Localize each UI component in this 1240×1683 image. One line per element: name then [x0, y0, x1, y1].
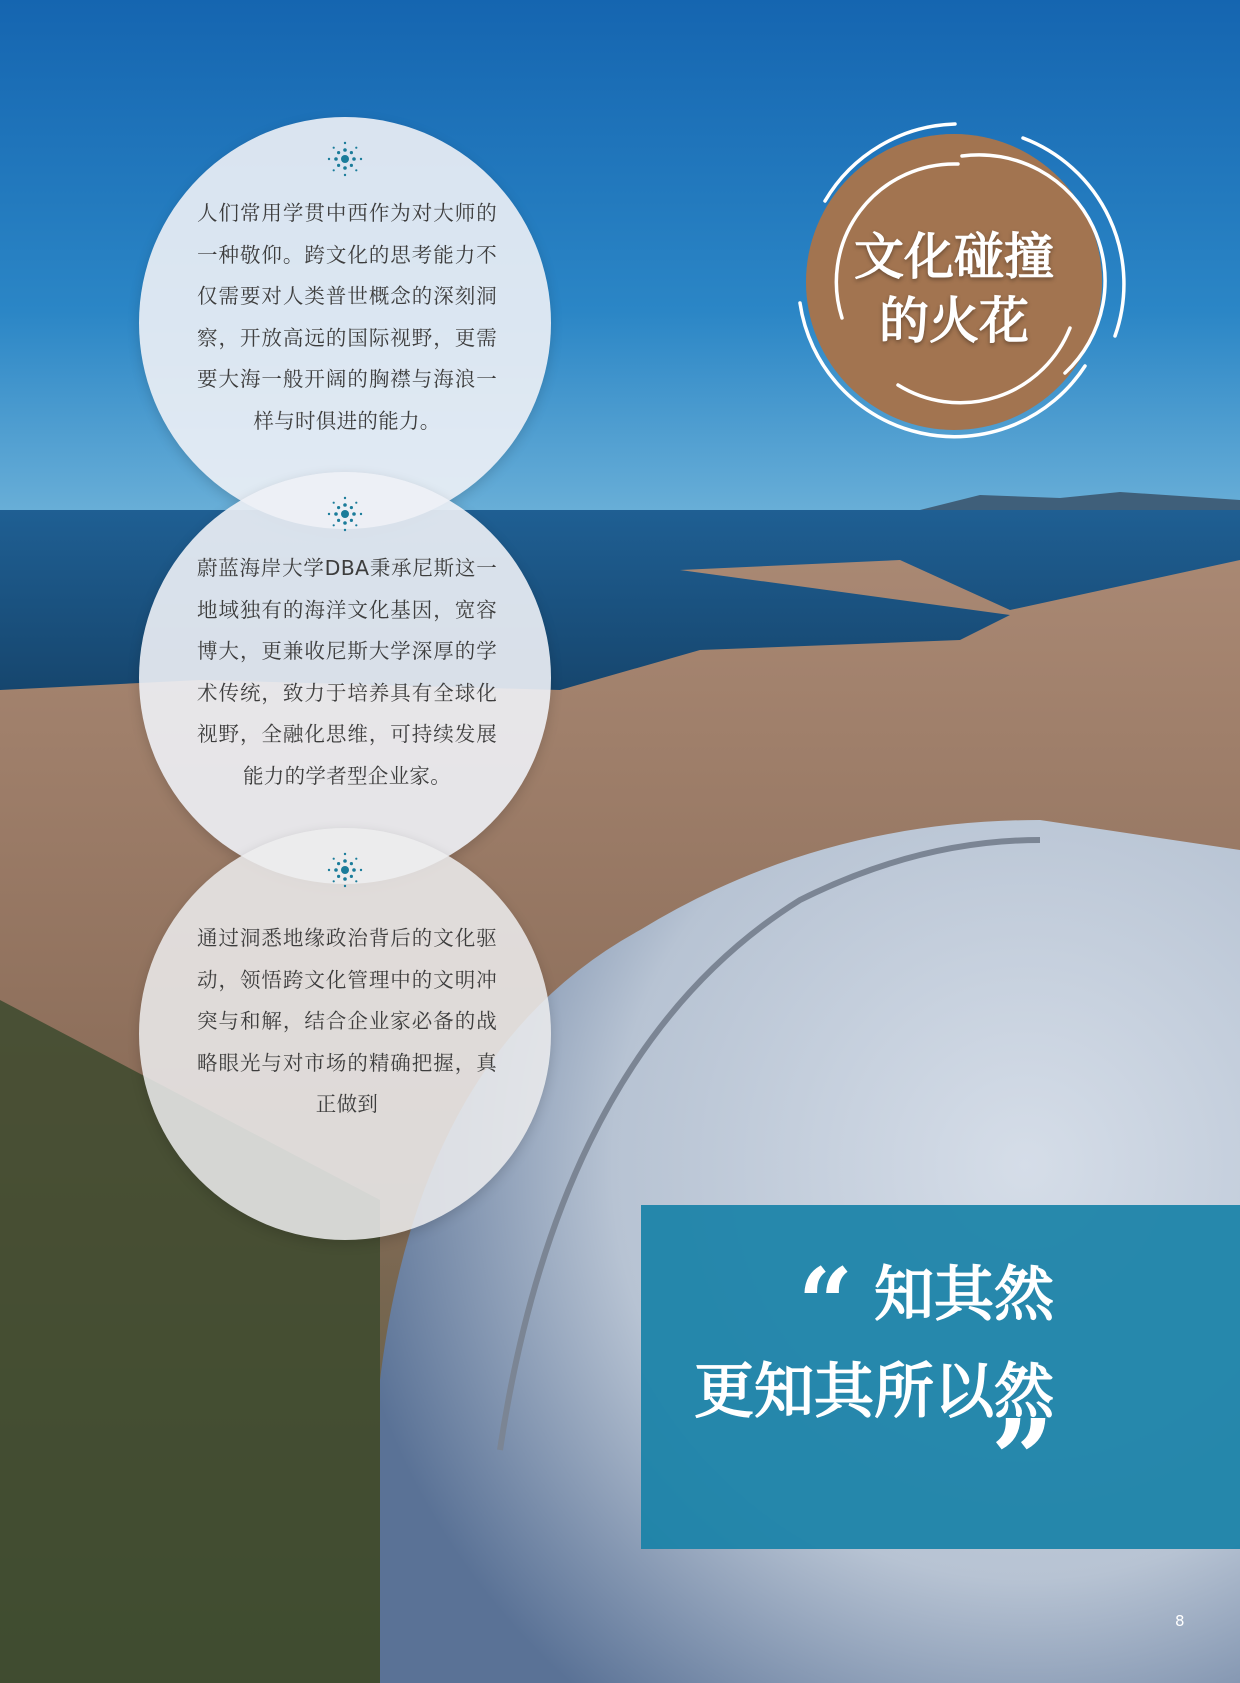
- close-quote-icon: ”: [990, 1395, 1054, 1524]
- quote-line1: 知其然: [874, 1260, 1054, 1330]
- dot-burst-icon: [325, 139, 365, 179]
- quote-line2: 更知其所以然: [694, 1357, 1054, 1427]
- bubble-text: 通过洞悉地缘政治背后的文化驱动，领悟跨文化管理中的文明冲突与和解，结合企业家必备的战略眼光与对市场的精确把握，真正做到: [197, 926, 497, 1116]
- quote-box: [641, 1205, 1240, 1549]
- text-bubble-3: [139, 828, 551, 1240]
- dot-burst-icon: [325, 494, 365, 534]
- bubble-text: 蔚蓝海岸大学DBA秉承尼斯这一地域独有的海洋文化基因，宽容博大，更兼收尼斯大学深厚的学术传统，致力于培养具有全球化视野，全融化思维，可持续发展能力的学者型企业家。: [197, 556, 497, 788]
- text-bubble-2: [139, 472, 551, 884]
- text-bubble-1: [139, 117, 551, 529]
- open-quote-icon: “: [797, 1247, 854, 1360]
- dot-burst-icon: [325, 850, 365, 890]
- section-title-line1: 文化碰撞: [854, 228, 1054, 286]
- bubble-text: 人们常用学贯中西作为对大师的一种敬仰。跨文化的思考能力不仅需要对人类普世概念的深刻洞察，开放高远的国际视野，更需要大海一般开阔的胸襟与海浪一样与时俱进的能力。: [197, 201, 497, 433]
- section-title: [780, 225, 1128, 353]
- page-number: 8: [1175, 1612, 1185, 1630]
- section-title-line2: 的火花: [879, 292, 1029, 350]
